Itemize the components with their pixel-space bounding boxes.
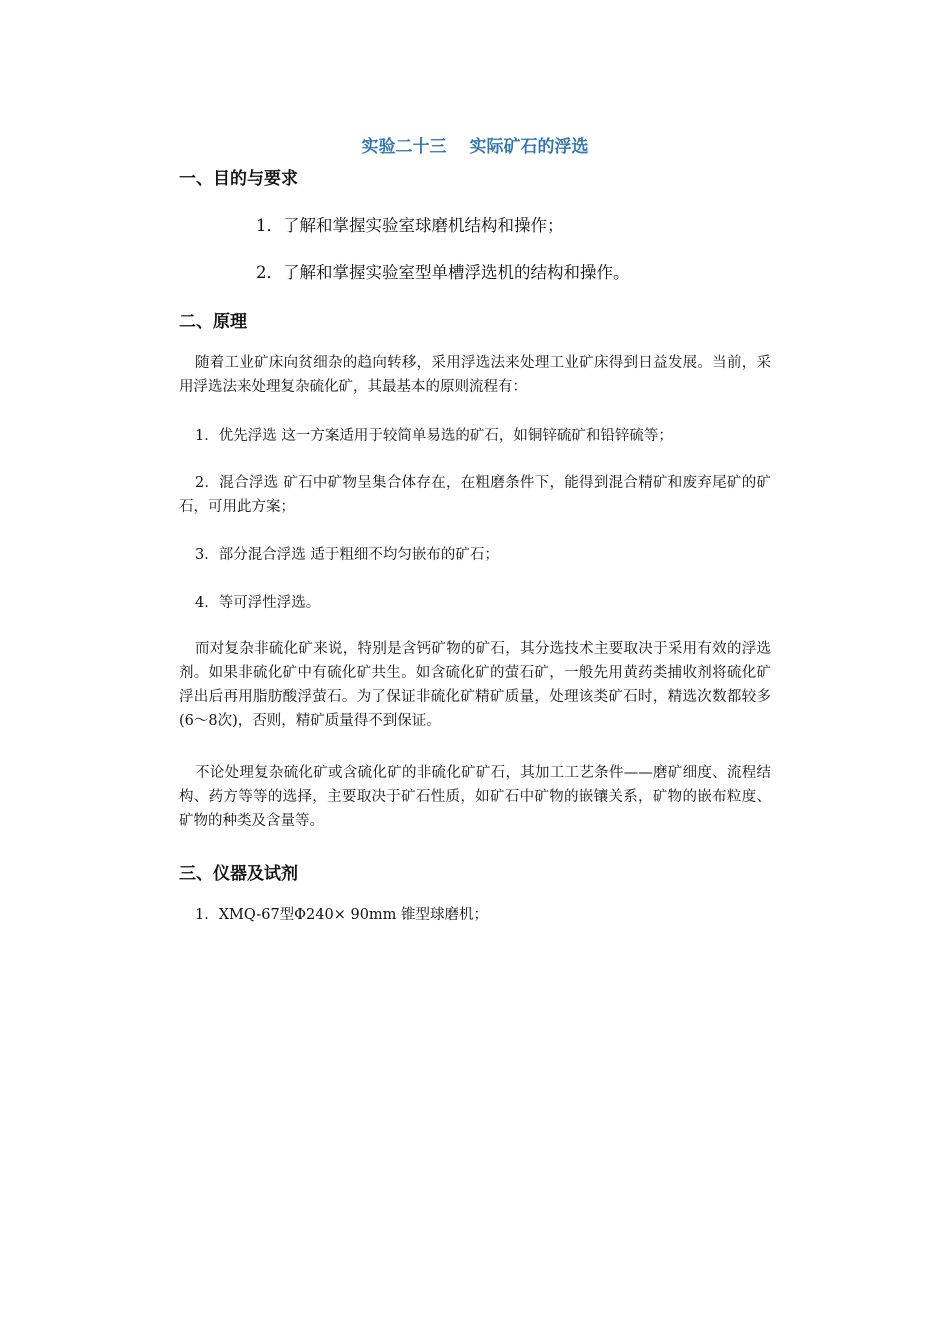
equipment-item-1: 1．XMQ-67型Φ240× 90mm 锥型球磨机； [195, 907, 489, 923]
document-title: 实验二十三 实际矿石的浮选 [361, 137, 589, 157]
section-heading-goals: 一、目的与要求 [179, 169, 298, 189]
section-heading-equipment: 三、仪器及试剂 [179, 864, 298, 884]
goal-item-2: 2．了解和掌握实验室型单槽浮选机的结构和操作。 [256, 263, 630, 282]
flow-item-1: 1．优先浮选 这一方案适用于较简单易选的矿石，如铜锌硫矿和铅锌硫等； [195, 428, 673, 444]
principle-paragraph-nonsulfide: 而对复杂非硫化矿来说，特别是含钙矿物的矿石，其分选技术主要取决于采用有效的浮选剂。如果非硫化矿中有硫化矿共生。如含硫化矿的萤石矿，一般先用黄药类捕收剂将硫化矿浮出后再用脂肪酸浮萤石。为了保证非硫化矿精矿质量，处理该类矿石时，精选次数都较多(6～8次)，否则，精矿质量得不到保证。 [179, 641, 771, 729]
section-heading-principle: 二、原理 [179, 312, 247, 332]
goal-item-1: 1．了解和掌握实验室球磨机结构和操作； [256, 216, 564, 235]
flow-item-2: 2．混合浮选 矿石中矿物呈集合体存在，在粗磨条件下，能得到混合精矿和废弃尾矿的矿石，可用此方案； [179, 475, 771, 515]
principle-paragraph-conditions: 不论处理复杂硫化矿或含硫化矿的非硫化矿矿石，其加工工艺条件——磨矿细度、流程结构、药方等等的选择，主要取决于矿石性质，如矿石中矿物的嵌镶关系，矿物的嵌布粒度、矿物的种类及含量等。 [179, 765, 771, 829]
flow-item-3: 3．部分混合浮选 适于粗细不均匀嵌布的矿石； [195, 547, 499, 563]
flow-item-4: 4．等可浮性浮选。 [195, 595, 321, 611]
principle-paragraph-intro: 随着工业矿床向贫细杂的趋向转移，采用浮选法来处理工业矿床得到日益发展。当前，采用浮选法来处理复杂硫化矿，其最基本的原则流程有： [179, 355, 771, 395]
